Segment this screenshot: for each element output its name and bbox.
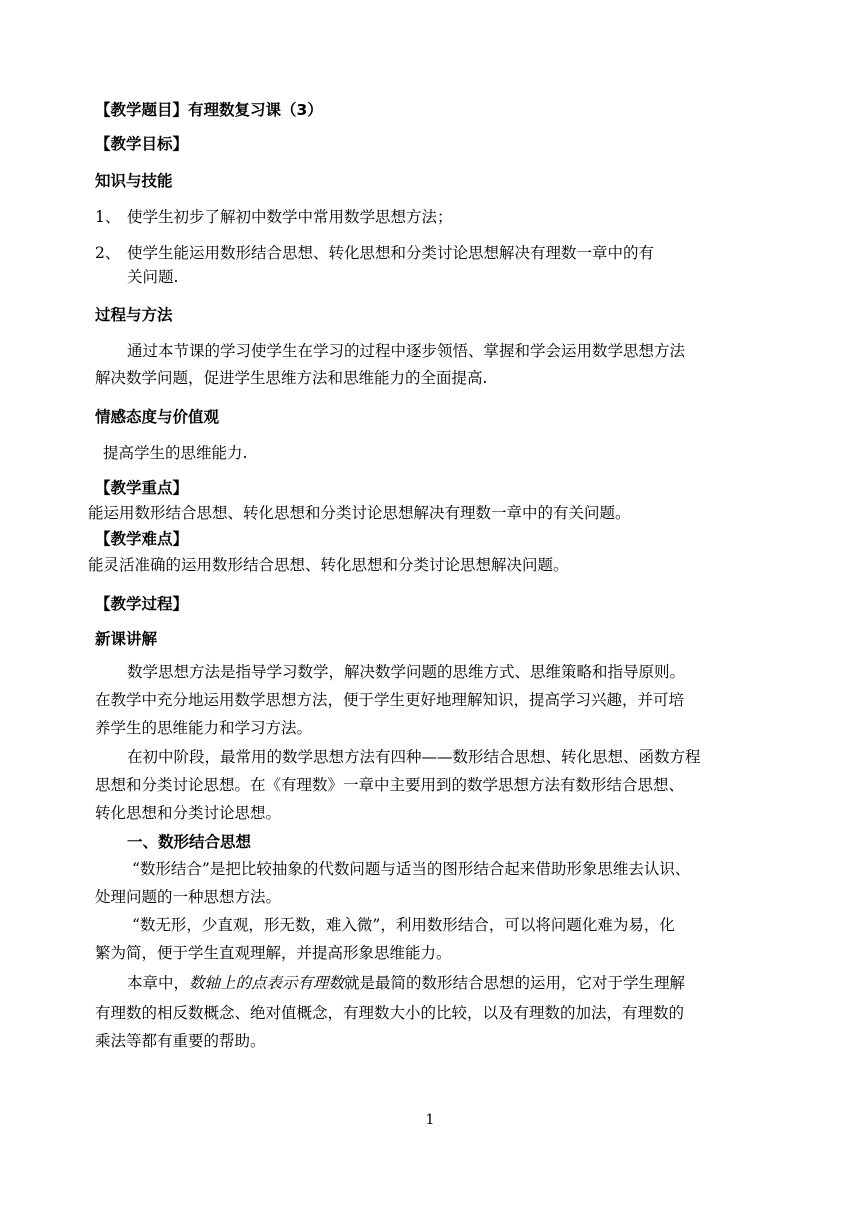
- lesson-title: 【教学题目】有理数复习课（3）: [95, 101, 323, 119]
- new-lesson-p2-line-1: 在初中阶段，最常用的数学思想方法有四种——数形结合思想、转化思想、函数方程: [127, 748, 701, 766]
- section-1-p3-line-3: 乘法等都有重要的帮助。: [95, 1032, 266, 1050]
- section-1-p3-emphasis: 数轴上的点表示有理数: [189, 974, 345, 992]
- process-method-line-1: 通过本节课的学习使学生在学习的过程中逐步领悟、掌握和学会运用数学思想方法: [127, 342, 686, 360]
- process-method-line-2: 解决数学问题，促进学生思维方法和思维能力的全面提高.: [95, 369, 488, 387]
- knowledge-item-1-number: 1、: [95, 208, 121, 226]
- new-lesson-p1-line-3: 养学生的思维能力和学习方法。: [95, 719, 313, 737]
- section-1-p3-line-2: 有理数的相反数概念、绝对值概念，有理数大小的比较，以及有理数的加法，有理数的: [95, 1004, 685, 1022]
- knowledge-item-1: 使学生初步了解初中数学中常用数学思想方法；: [127, 208, 453, 226]
- key-point-heading: 【教学重点】: [95, 479, 189, 497]
- knowledge-item-2-line-2: 关问题.: [127, 268, 179, 286]
- section-1-p2-line-1: “数无形，少直观，形无数，难入微”，利用数形结合，可以将问题化难为易，化: [132, 916, 675, 934]
- knowledge-heading: 知识与技能: [95, 172, 173, 190]
- process-heading: 【教学过程】: [95, 595, 189, 613]
- section-1-p1-line-2: 处理问题的一种思想方法。: [95, 888, 282, 906]
- key-point-text: 能运用数形结合思想、转化思想和分类讨论思想解决有理数一章中的有关问题。: [88, 504, 631, 522]
- attitude-heading: 情感态度与价值观: [95, 408, 220, 426]
- section-1-heading: 一、数形结合思想: [127, 833, 252, 851]
- section-1-p3-lead: 本章中，: [127, 974, 190, 992]
- difficulty-heading: 【教学难点】: [95, 530, 189, 548]
- section-1-p3-line-1: [127, 972, 685, 994]
- section-1-p1-line-1: “数形结合”是把比较抽象的代数问题与适当的图形结合起来借助形象思维去认识、: [132, 860, 691, 878]
- new-lesson-p2-line-3: 转化思想和分类讨论思想。: [95, 804, 282, 822]
- new-lesson-heading: 新课讲解: [95, 630, 158, 648]
- section-1-p3-rest: 就是最简的数形结合思想的运用，它对于学生理解: [344, 974, 686, 992]
- new-lesson-p1-line-1: 数学思想方法是指导学习数学，解决数学问题的思维方式、思维策略和指导原则。: [127, 663, 686, 681]
- knowledge-item-2-line-1: 使学生能运用数形结合思想、转化思想和分类讨论思想解决有理数一章中的有: [127, 244, 655, 262]
- difficulty-text: 能灵活准确的运用数形结合思想、转化思想和分类讨论思想解决问题。: [88, 556, 569, 574]
- new-lesson-p2-line-2: 思想和分类讨论思想。在《有理数》一章中主要用到的数学思想方法有数形结合思想、: [95, 776, 685, 794]
- knowledge-item-2-number: 2、: [95, 244, 121, 262]
- process-method-heading: 过程与方法: [95, 306, 173, 324]
- attitude-text: 提高学生的思维能力.: [103, 444, 248, 462]
- section-1-p2-line-2: 繁为简，便于学生直观理解，并提高形象思维能力。: [95, 944, 452, 962]
- page-number: 1: [425, 1112, 435, 1128]
- objectives-heading: 【教学目标】: [95, 135, 189, 153]
- new-lesson-p1-line-2: 在教学中充分地运用数学思想方法，便于学生更好地理解知识，提高学习兴趣，并可培: [95, 691, 685, 709]
